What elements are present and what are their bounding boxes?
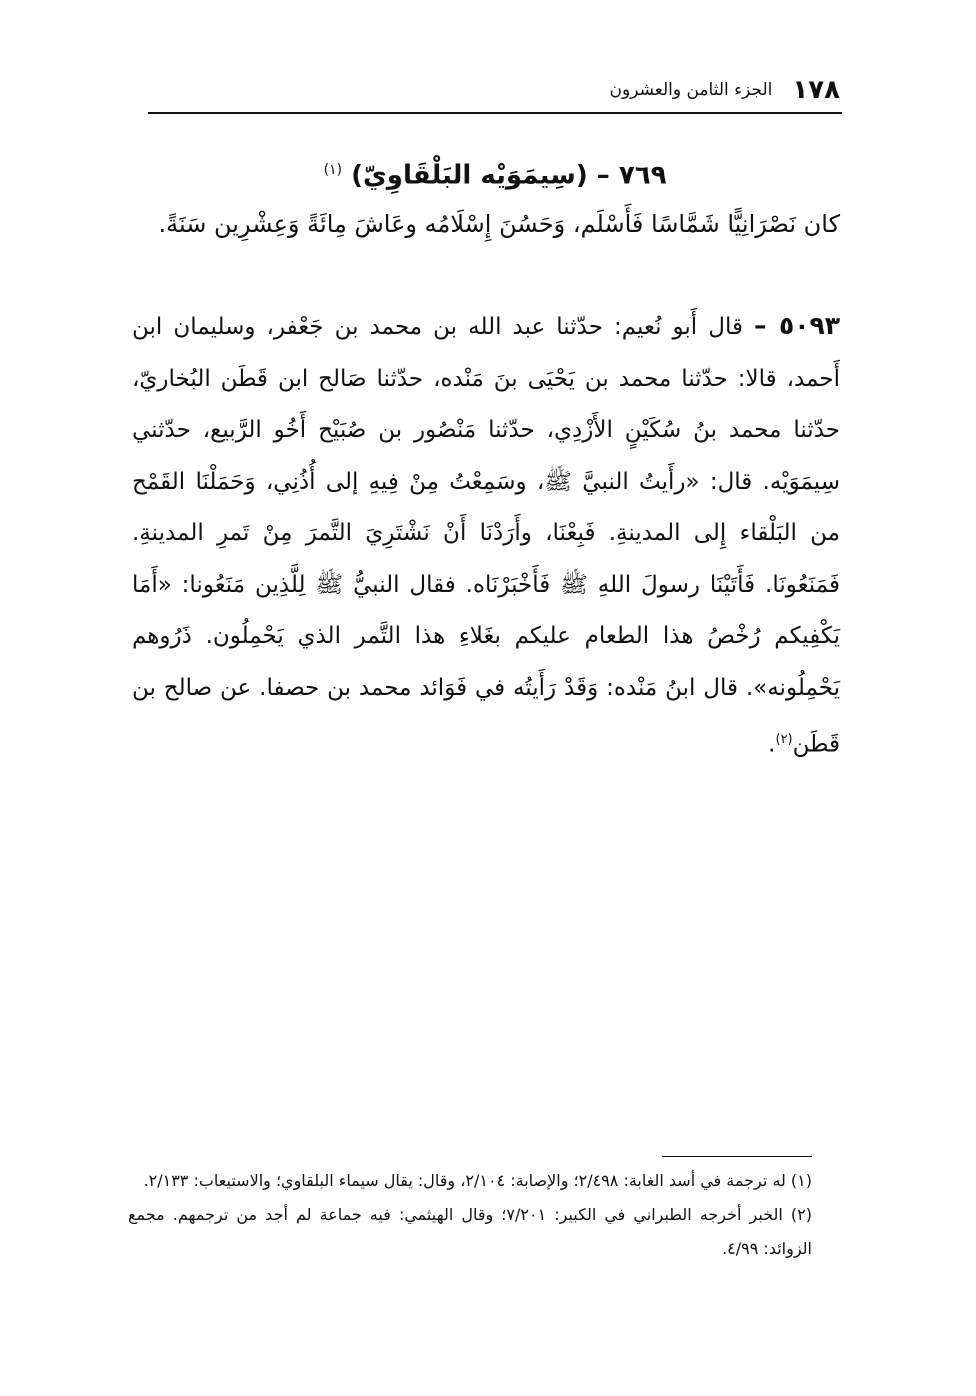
hadith-text: قال أَبو نُعيم: حدّثنا عبد الله بن محمد بن جَعْفر، وسليمان ابن أَحمد، قالا: حدّثنا محمد بن يَحْيَى بنَ مَنْده، حدّثنا صَالح ابن قَطَن البُخاريّ، حدّثنا محمد بنُ سُكَيْنٍ الأَزْدِي، حدّثنا مَنْصُور بن صُبَيْح أَخُو الرَّبيع، حدّثني سِيمَوَيْه. قال: «رأَيتُ النبيَّ ﷺ، وسَمِعْتُ مِنْ فِيهِ إلى أُذُنِي، وَحَمَلْنَا القَمْح من البَلْقاء إِلى المدينةِ. فَبِعْنَا، وأَرَدْنَا أَنْ نَشْتَرِيَ التَّمرَ مِنْ تَمرِ المدينةِ. فَمَنَعُونَا. فَأَتَيْنَا رسولَ اللهِ ﷺ فَأَخْبَرْنَاه. فقال النبيُّ ﷺ لِلَّذِين مَنَعُونا: «أَمَا يَكْفِيكم رُخْصُ هذا الطعام عليكم بغَلاءِ هذا التَّمر الذي يَحْمِلُون. ذَرُوهم يَحْمِلُونه». قال ابنُ مَنْده: وَقَدْ رَأَيتُه في فَوَائد محمد بن حصفا. عن صالح بن قَطَن xyxy=(132,314,840,758)
footnote-ref-1: (١) xyxy=(323,162,343,178)
hadith-number: ٥٠٩٣ – xyxy=(754,311,840,340)
running-title: الجزء الثامن والعشرون xyxy=(609,80,773,100)
header-rule xyxy=(148,112,842,114)
footnote-rule xyxy=(662,1156,812,1157)
footnotes xyxy=(128,1164,812,1266)
footnote-1: (١) له ترجمة في أسد الغابة: ٢/٤٩٨؛ والإصابة: ٢/١٠٤، وقال: يقال سيماء البلقاوي؛ والاستيعاب: ٢/١٣٣. xyxy=(143,1171,812,1190)
entry-title: ٧٦٩ – (سِيمَوَيْه البَلْقَاوِيّ) xyxy=(351,160,667,191)
hadith-paragraph xyxy=(132,300,840,771)
entry-heading xyxy=(150,150,840,196)
entry-bio: كان نَصْرَانِيًّا شَمَّاسًا فَأَسْلَم، وَحَسُنَ إِسْلَامُه وعَاشَ مِائَةً وَعِشْرِين سَنَةً. xyxy=(158,210,840,238)
hadith-end: . xyxy=(768,731,776,758)
footnote-ref-2: (٢) xyxy=(775,732,793,747)
page-number: ١٧٨ xyxy=(792,75,840,105)
footnote-2: (٢) الخبر أخرجه الطبراني في الكبير: ٧/٢٠١؛ وقال الهيثمي: فيه جماعة لم أجد من ترجمهم. مجمع الزوائد: ٤/٩٩. xyxy=(128,1205,812,1258)
running-header xyxy=(150,70,840,110)
